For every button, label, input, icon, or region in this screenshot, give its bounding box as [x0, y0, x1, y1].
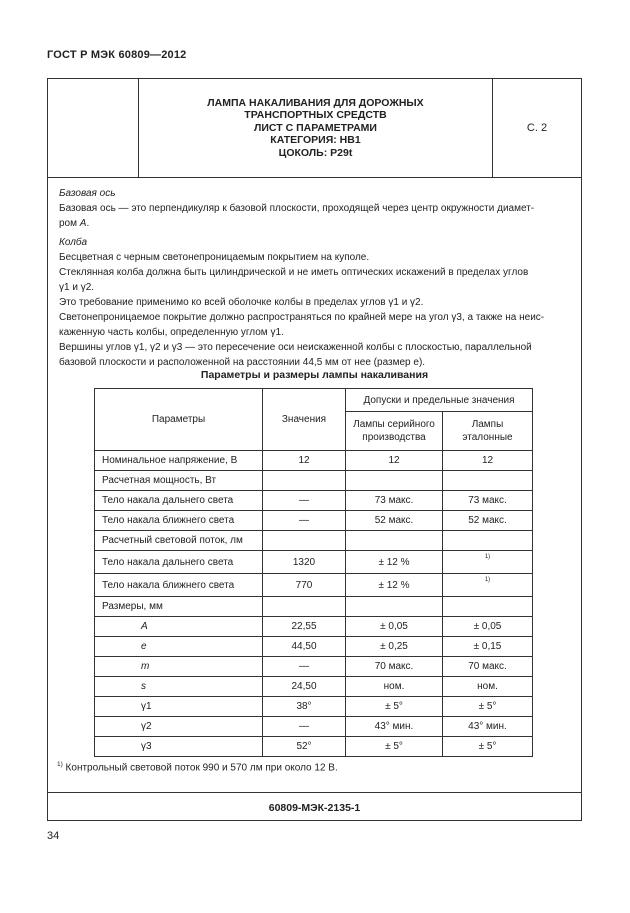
bulb-heading: Колба	[59, 237, 88, 248]
bulb-line: базовой плоскости и расположенной на расстоянии 44,5 мм от нее (размер e).	[59, 357, 426, 368]
value-cell: 24,50	[263, 677, 346, 697]
serial-cell: ± 0,25	[346, 637, 443, 657]
value-cell: —	[263, 717, 346, 737]
serial-cell	[346, 471, 443, 491]
table-row	[95, 717, 533, 737]
param-cell: γ2	[95, 717, 263, 737]
value-cell	[263, 531, 346, 551]
base-axis-paragraph: Базовая ось — это перпендикуляр к базовой плоскости, проходящей через центр окружности диамет- ром A.	[59, 203, 535, 229]
serial-cell: 52 макс.	[346, 511, 443, 531]
reference-cell: 73 макс.	[443, 491, 533, 511]
value-cell: 1320	[263, 551, 346, 574]
bulb-line: γ1 и γ2.	[59, 282, 95, 293]
header-values: Значения	[263, 389, 346, 451]
value-cell: 12	[263, 451, 346, 471]
table-row	[95, 677, 533, 697]
param-cell: Тело накала дальнего света	[95, 551, 263, 574]
reference-cell: 52 макс.	[443, 511, 533, 531]
table-row	[95, 531, 533, 551]
data-sheet-frame	[47, 78, 582, 821]
reference-cell: 43° мин.	[443, 717, 533, 737]
table-row	[95, 657, 533, 677]
header-left-cell	[48, 79, 139, 177]
table-row	[95, 471, 533, 491]
reference-cell: 70 макс.	[443, 657, 533, 677]
reference-cell: ном.	[443, 677, 533, 697]
param-cell: Тело накала ближнего света	[95, 511, 263, 531]
serial-cell	[346, 531, 443, 551]
table-title: Параметры и размеры лампы накаливания	[200, 369, 429, 381]
param-cell: γ3	[95, 737, 263, 757]
serial-cell: 12	[346, 451, 443, 471]
table-row	[95, 491, 533, 511]
param-cell: Тело накала дальнего света	[95, 491, 263, 511]
header-reference: Лампы эталонные	[443, 412, 533, 451]
reference-cell	[443, 471, 533, 491]
value-cell: 52°	[263, 737, 346, 757]
title-line: ЛИСТ С ПАРАМЕТРАМИ	[254, 121, 377, 134]
table-row	[95, 637, 533, 657]
header-params: Параметры	[95, 389, 263, 451]
table-row	[95, 697, 533, 717]
table-row	[95, 597, 533, 617]
serial-cell: 70 макс.	[346, 657, 443, 677]
header-serial: Лампы серийного производства	[346, 412, 443, 451]
title-line: КАТЕГОРИЯ: HB1	[270, 134, 361, 147]
table-row	[95, 617, 533, 637]
value-cell: 770	[263, 574, 346, 597]
table-row	[95, 737, 533, 757]
reference-cell	[443, 597, 533, 617]
bulb-line: Светонепроницаемое покрытие должно распространяться по крайней мере на угол γ3, а также на неис-	[59, 312, 545, 323]
header-tolerances: Допуски и предельные значения	[346, 389, 533, 412]
sheet-title	[139, 79, 493, 177]
page-number: 34	[47, 830, 60, 842]
table-row	[95, 511, 533, 531]
reference-cell: ± 0,05	[443, 617, 533, 637]
reference-cell: 1)	[443, 551, 533, 574]
param-cell: Расчетный световой поток, лм	[95, 531, 263, 551]
serial-cell: ном.	[346, 677, 443, 697]
value-cell: 22,55	[263, 617, 346, 637]
base-axis-heading: Базовая ось	[59, 188, 116, 199]
value-cell: —	[263, 511, 346, 531]
title-line: ТРАНСПОРТНЫХ СРЕДСТВ	[244, 109, 387, 122]
serial-cell: ± 5°	[346, 697, 443, 717]
reference-cell: ± 5°	[443, 697, 533, 717]
serial-cell: ± 0,05	[346, 617, 443, 637]
value-cell	[263, 471, 346, 491]
serial-cell: ± 5°	[346, 737, 443, 757]
footnote: $^{1)}$ Контрольный световой поток 990 и 570 лм при около 12 В.	[57, 761, 338, 774]
param-cell: Тело накала ближнего света	[95, 574, 263, 597]
serial-cell: ± 12 %	[346, 551, 443, 574]
reference-cell: 1)	[443, 574, 533, 597]
value-cell	[263, 597, 346, 617]
param-cell: Номинальное напряжение, В	[95, 451, 263, 471]
parameters-table	[94, 388, 533, 757]
table-row	[95, 574, 533, 597]
reference-cell: ± 5°	[443, 737, 533, 757]
reference-cell: 12	[443, 451, 533, 471]
standard-designation: ГОСТ Р МЭК 60809—2012	[47, 49, 187, 61]
param-cell: m	[95, 657, 263, 677]
serial-cell	[346, 597, 443, 617]
bulb-line: Это требование применимо ко всей оболочке колбы в пределах углов γ1 и γ2.	[59, 297, 424, 308]
title-line: ЦОКОЛЬ: P29t	[278, 146, 353, 159]
bulb-line: Вершины углов γ1, γ2 и γ3 — это пересечение оси неискаженной колбы с плоскостью, параллельной	[59, 342, 532, 353]
value-cell: —	[263, 657, 346, 677]
value-cell: 44,50	[263, 637, 346, 657]
param-cell: Расчетная мощность, Вт	[95, 471, 263, 491]
param-cell: Размеры, мм	[95, 597, 263, 617]
sheet-number: С. 2	[526, 122, 548, 134]
sheet-code: 60809-МЭК-2135-1	[48, 792, 581, 822]
serial-cell: 43° мин.	[346, 717, 443, 737]
param-cell: γ1	[95, 697, 263, 717]
bulb-line: каженную часть колбы, определенную углом γ1.	[59, 327, 284, 338]
value-cell: —	[263, 491, 346, 511]
description-text	[59, 186, 572, 370]
table-row	[95, 551, 533, 574]
param-cell: A	[95, 617, 263, 637]
title-line: ЛАМПА НАКАЛИВАНИЯ ДЛЯ ДОРОЖНЫХ	[207, 96, 424, 109]
param-cell: s	[95, 677, 263, 697]
serial-cell: ± 12 %	[346, 574, 443, 597]
reference-cell: ± 0,15	[443, 637, 533, 657]
bulb-line: Стеклянная колба должна быть цилиндрической и не иметь оптических искажений в пределах углов	[59, 267, 529, 278]
sheet-header	[48, 79, 581, 178]
value-cell: 38°	[263, 697, 346, 717]
reference-cell	[443, 531, 533, 551]
table-row	[95, 451, 533, 471]
bulb-line: Бесцветная с черным светонепроницаемым покрытием на куполе.	[59, 252, 370, 263]
serial-cell: 73 макс.	[346, 491, 443, 511]
param-cell: e	[95, 637, 263, 657]
